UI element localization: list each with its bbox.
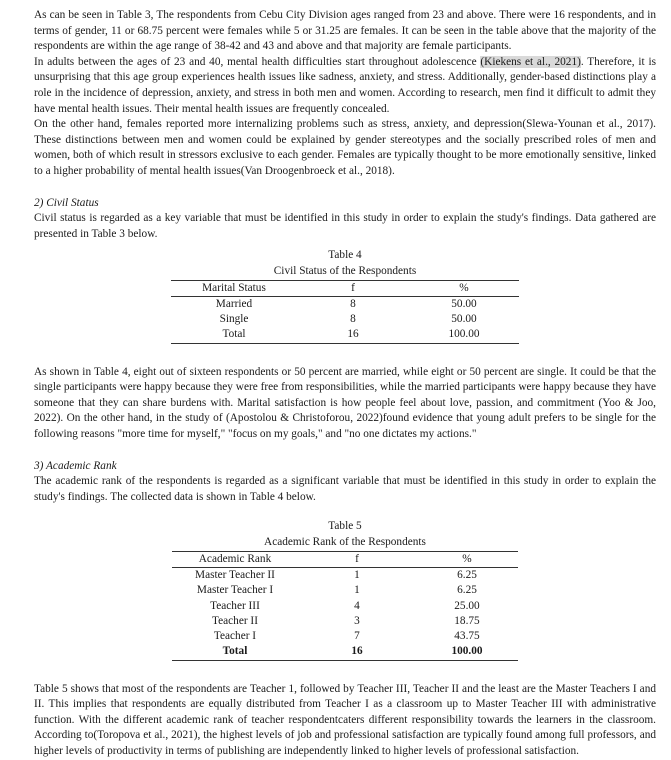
highlighted-citation: (Kiekens et al., 2021) xyxy=(480,55,581,68)
paragraph-text: In adults between the ages of 23 and 40, mental health difficulties start throughout adolescence xyxy=(34,55,481,68)
table-cell: 50.00 xyxy=(451,313,477,326)
table-cell: 6.25 xyxy=(457,568,477,581)
table-academic-rank xyxy=(172,551,518,661)
table5-title: Academic Rank of the Respondents xyxy=(264,536,426,549)
table-row xyxy=(172,614,518,629)
paragraph-gender-differences: On the other hand, females reported more internalizing problems such as stress, anxiety, and depression(Slewa-Younan et al., 2017). These distinctions between men and women could be explained by gender stereotypes and the socially prescribed roles of men and women, both of which result in stressors exclusive to each gender. Females are typically thought to be more emotionally sensitive, linked to a higher probability of mental health issues(Van Droogenbroeck et al., 2018). xyxy=(34,118,656,177)
table-row xyxy=(172,599,518,614)
table-row xyxy=(172,583,518,598)
table-header-cell: % xyxy=(409,280,519,296)
table-header-cell: Marital Status xyxy=(171,280,297,296)
table-cell: 43.75 xyxy=(454,630,480,643)
table-total-row xyxy=(172,644,518,660)
table-cell: 6.25 xyxy=(457,584,477,597)
table-cell: Teacher II xyxy=(212,614,258,627)
paragraph-civil-status-intro: Civil status is regarded as a key variable that must be identified in this study in order to explain the study's findings. Data gathered are presented in Table 3 below. xyxy=(34,212,656,240)
table-civil-status xyxy=(171,280,519,344)
table4-label: Table 4 xyxy=(328,249,362,262)
table-cell: Teacher I xyxy=(213,630,257,643)
table-row xyxy=(172,567,518,583)
table-header-cell: f xyxy=(298,551,416,567)
table4-title: Civil Status of the Respondents xyxy=(273,264,417,277)
table-cell: Single xyxy=(219,313,249,326)
table-header-cell: Academic Rank xyxy=(172,551,298,567)
table-cell: 50.00 xyxy=(451,297,477,310)
table-cell: 4 xyxy=(354,599,360,612)
table-cell: 100.00 xyxy=(409,327,519,343)
table-header-cell: f xyxy=(297,280,409,296)
table-cell: Total xyxy=(172,644,298,660)
table-cell: 8 xyxy=(350,297,356,310)
table-cell: 7 xyxy=(354,630,360,643)
table-header-row xyxy=(172,551,518,567)
table-row xyxy=(171,296,519,312)
document-page xyxy=(34,8,656,760)
table-cell: 1 xyxy=(354,584,360,597)
section-heading-civil-status: 2) Civil Status xyxy=(34,196,99,209)
table-row xyxy=(172,629,518,644)
table-row xyxy=(171,327,519,343)
paragraph-adult-mental-health xyxy=(34,55,656,117)
table-header-row xyxy=(171,280,519,296)
paragraph-academic-rank-discussion: Table 5 shows that most of the respondents are Teacher 1, followed by Teacher III, Teacher II and the least are the Master Teachers I and II. This implies that respondents are equally distributed from Teacher I as a classroom up to Master Teacher III with administrative function. With the different academic rank of teacher respondentcaters different responsibility towards the learners in the classroom. According to(Toropova et al., 2021), the highest levels of job and professional satisfaction are typically found among full professors, and higher levels of productivity in terms of publishing are independently linked to higher levels of professional satisfaction. xyxy=(34,682,656,758)
table-cell: 1 xyxy=(354,568,360,581)
table-header-cell: % xyxy=(416,551,518,567)
table-cell: Master Teacher II xyxy=(195,568,275,581)
table-cell: 8 xyxy=(350,313,356,326)
table-cell: Teacher III xyxy=(210,599,260,612)
table-cell: 3 xyxy=(354,614,360,627)
table-cell: Total xyxy=(171,327,297,343)
table-cell: 16 xyxy=(297,327,409,343)
paragraph-civil-status-discussion: As shown in Table 4, eight out of sixteen respondents or 50 percent are married, while eight or 50 percent are single. It could be that the single participants were happy because they were free from responsibilities, while the married participants were happy because they have someone that they can share burdens with. Marital satisfaction is how people feel about love, passion, and commitment (Yoo & Joo, 2022). On the other hand, in the study of (Apostolou & Christoforou, 2022)found evidence that young adult prefers to be single for the following reasons "more time for myself," "focus on my goals," and "no one dictates my actions." xyxy=(34,365,656,441)
table-cell: Master Teacher I xyxy=(196,584,274,597)
table-cell: 25.00 xyxy=(454,599,480,612)
table5-label: Table 5 xyxy=(328,520,362,533)
table-cell: 18.75 xyxy=(454,614,480,627)
section-heading-academic-rank: 3) Academic Rank xyxy=(34,459,117,472)
paragraph-table3-summary: As can be seen in Table 3, The respondents from Cebu City Division ages ranged from 23 and above. There were 16 respondents, and in terms of gender, 11 or 68.75 percent were females while 5 or 31.25 are females. It can be seen in the table above that the majority of the respondents are within the age range of 38-42 and 43 and above and that majority are female participants. xyxy=(34,9,656,53)
paragraph-academic-rank-intro: The academic rank of the respondents is regarded as a significant variable that must be identified in this study in order to explain the study's findings. The collected data is shown in Table 4 below. xyxy=(34,475,656,503)
table-row xyxy=(171,312,519,327)
table-cell: Married xyxy=(215,297,253,310)
table-cell: 16 xyxy=(298,644,416,660)
paragraph-text: . Therefore, it is unsurprising that this age group experiences health issues like sadness, anxiety, and stress. Additionally, gender-based distinctions play a role in the incidence of depression, anxiety, and stress in both men and women. According to research, men find it difficult to admit they have mental health issues. Their mental health issues are frequently concealed. xyxy=(34,55,656,115)
table-cell: 100.00 xyxy=(416,644,518,660)
